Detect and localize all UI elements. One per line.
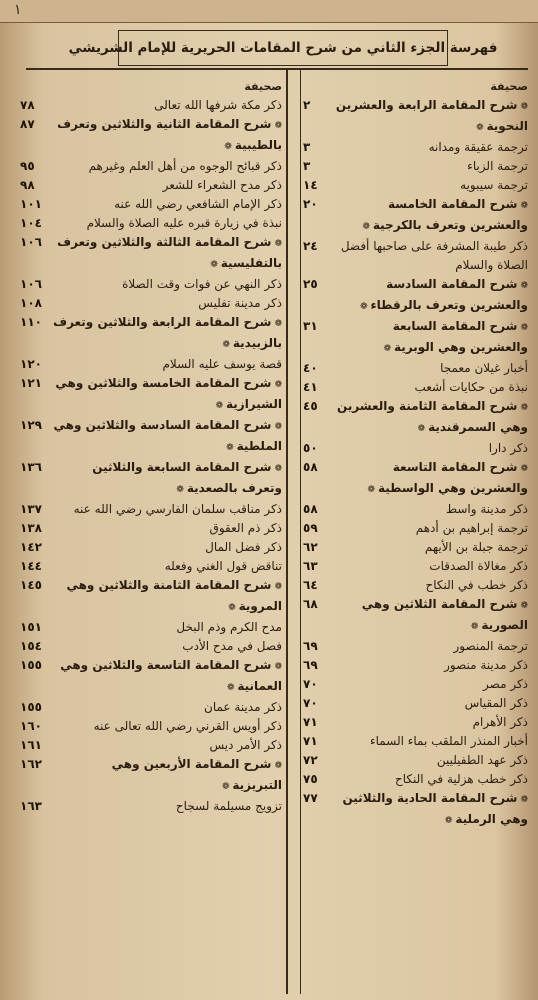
index-entry — [303, 751, 528, 770]
entry-title: ذكر فضل المال — [205, 540, 282, 554]
entry-page-number: ٣ — [303, 140, 311, 154]
entry-title: ❁ شرح المقامة السادسة والعشرين وتعرف بالرقطاء ❁ — [335, 275, 528, 317]
entry-title: ذكر الأهرام — [472, 715, 528, 729]
index-entry — [303, 157, 528, 176]
entry-page-number: ١٢٩ — [20, 418, 42, 432]
entry-title: ذكر خطب في النكاح — [425, 578, 528, 592]
entry-page-number: ٥٨ — [303, 460, 318, 474]
index-entry — [303, 713, 528, 732]
entry-title: ذكر النهي عن فوات وقت الصلاة — [122, 277, 282, 291]
index-entry — [303, 694, 528, 713]
entry-page-number: ٣ — [303, 159, 311, 173]
entry-page-number: ٢٠ — [303, 197, 318, 211]
index-entry — [303, 576, 528, 595]
column-header-right: صحيفة — [490, 80, 528, 93]
index-section-entry — [303, 789, 528, 831]
entry-title: ❁ شرح المقامة الحادية والثلاثين وهي الرملية ❁ — [335, 789, 528, 831]
index-entry — [20, 519, 282, 538]
index-entry — [303, 519, 528, 538]
entry-page-number: ١٠١ — [20, 197, 42, 211]
page-title: فهرسة الجزء الثاني من شرح المقامات الحريرية للإمام الشريشي — [118, 30, 448, 66]
index-entry — [303, 439, 528, 458]
entry-page-number: ٢٥ — [303, 277, 318, 291]
entry-page-number: ١٠٦ — [20, 235, 42, 249]
index-section-entry — [303, 595, 528, 637]
index-entry — [303, 538, 528, 557]
index-section-entry — [20, 576, 282, 618]
entry-page-number: ١٣٨ — [20, 521, 42, 535]
entry-page-number: ٦٩ — [303, 658, 318, 672]
entry-page-number: ١٢١ — [20, 376, 42, 390]
index-entry — [20, 176, 282, 195]
index-section-entry — [20, 115, 282, 157]
index-entry — [303, 732, 528, 751]
entry-page-number: ١٥١ — [20, 620, 42, 634]
entry-list-right — [303, 96, 528, 831]
entry-page-number: ٦٢ — [303, 540, 318, 554]
entry-title: ترجمة الزباء — [467, 159, 528, 173]
entry-title: ❁ شرح المقامة التاسعة والثلاثين وهي العمانية ❁ — [52, 656, 282, 698]
entry-page-number: ٧٨ — [20, 98, 35, 112]
entry-page-number: ١٣٧ — [20, 502, 42, 516]
index-section-entry — [20, 416, 282, 458]
entry-title: ذكر قبائح الوجوه من أهل العلم وغيرهم — [88, 159, 282, 173]
entry-title: نبذة من حكايات أشعب — [414, 380, 528, 394]
index-entry — [303, 656, 528, 675]
index-section-entry — [20, 233, 282, 275]
entry-title: ❁ شرح المقامة الثامنة والعشرين وهي السمرقندية ❁ — [335, 397, 528, 439]
entry-page-number: ٤٥ — [303, 399, 318, 413]
entry-page-number: ٧٠ — [303, 677, 318, 691]
entry-page-number: ١٣٦ — [20, 460, 42, 474]
entry-title: فصل في مدح الأدب — [182, 639, 282, 653]
entry-page-number: ٦٣ — [303, 559, 318, 573]
entry-title: ذكر عهد الطفيليين — [436, 753, 528, 767]
entry-title: ذكر ذم العقوق — [209, 521, 282, 535]
entry-page-number: ١٤٢ — [20, 540, 42, 554]
page-corner-number: ١ — [14, 2, 22, 18]
entry-title: ❁ شرح المقامة التاسعة والعشرين وهي الواسطية ❁ — [335, 458, 528, 500]
entry-title: ذكر مغالاة الصدقات — [429, 559, 528, 573]
index-entry — [303, 675, 528, 694]
entry-page-number: ١٦٢ — [20, 757, 42, 771]
entry-page-number: ٤٠ — [303, 361, 318, 375]
index-entry — [20, 717, 282, 736]
entry-title: ترجمة عقيقة ومدانه — [428, 140, 528, 154]
index-section-entry — [303, 275, 528, 317]
entry-page-number: ٣١ — [303, 319, 318, 333]
index-column-right — [303, 78, 528, 831]
entry-title: ذكر مدينة منصور — [444, 658, 528, 672]
entry-page-number: ٤١ — [303, 380, 318, 394]
index-section-entry — [20, 656, 282, 698]
entry-page-number: ٧١ — [303, 715, 318, 729]
entry-title: ذكر خطب هزلية في النكاح — [394, 772, 528, 786]
index-entry — [20, 96, 282, 115]
entry-page-number: ١٠٤ — [20, 216, 42, 230]
entry-page-number: ٦٤ — [303, 578, 318, 592]
entry-page-number: ١٦١ — [20, 738, 42, 752]
entry-title: ذكر مصر — [483, 677, 528, 691]
entry-title: ❁ شرح المقامة السادسة والثلاثين وهي الملطية ❁ — [52, 416, 282, 458]
index-section-entry — [303, 458, 528, 500]
index-entry — [20, 557, 282, 576]
entry-page-number: ٥٠ — [303, 441, 318, 455]
entry-page-number: ٦٨ — [303, 597, 318, 611]
entry-page-number: ١٤٤ — [20, 559, 42, 573]
entry-list-left — [20, 96, 282, 816]
index-entry — [303, 378, 528, 397]
entry-title: ذكر دارا — [488, 441, 528, 455]
index-entry — [20, 195, 282, 214]
entry-page-number: ١٥٥ — [20, 658, 42, 672]
entry-page-number: ١٦٠ — [20, 719, 42, 733]
index-section-entry — [20, 755, 282, 797]
index-entry — [303, 237, 528, 275]
entry-title: ❁ شرح المقامة الخامسة والعشرين وتعرف بالكرجية ❁ — [335, 195, 528, 237]
entry-page-number: ١٥٥ — [20, 700, 42, 714]
entry-title: ❁ شرح المقامة الثالثة والثلاثين وتعرف بالتفليسية ❁ — [52, 233, 282, 275]
index-section-entry — [20, 313, 282, 355]
entry-title: ذكر المقياس — [464, 696, 528, 710]
entry-title: ذكر مدينة واسط — [445, 502, 528, 516]
entry-title: ❁ شرح المقامة الخامسة والثلاثين وهي الشيرازية ❁ — [52, 374, 282, 416]
entry-page-number: ٥٨ — [303, 502, 318, 516]
entry-page-number: ٧٧ — [303, 791, 318, 805]
entry-title: ذكر الإمام الشافعي رضي الله عنه — [114, 197, 282, 211]
entry-title: نبذة في زيارة قبره عليه الصلاة والسلام — [86, 216, 282, 230]
entry-page-number: ١٢٠ — [20, 357, 42, 371]
entry-page-number: ١٤ — [303, 178, 318, 192]
index-entry — [20, 157, 282, 176]
index-entry — [303, 637, 528, 656]
entry-title: ❁ شرح المقامة الرابعة والثلاثين وتعرف بالزبيدية ❁ — [52, 313, 282, 355]
entry-title: قصة يوسف عليه السلام — [162, 357, 282, 371]
entry-page-number: ٧١ — [303, 734, 318, 748]
entry-title: تزويج مسيلمة لسجاح — [175, 799, 282, 813]
entry-page-number: ١٥٤ — [20, 639, 42, 653]
entry-page-number: ٧٥ — [303, 772, 318, 786]
entry-page-number: ٢٤ — [303, 239, 318, 253]
index-entry — [20, 275, 282, 294]
index-section-entry — [20, 458, 282, 500]
entry-title: ترجمة إبراهيم بن أدهم — [415, 521, 528, 535]
index-entry — [303, 557, 528, 576]
index-entry — [303, 176, 528, 195]
entry-title: ذكر أويس القرني رضي الله تعالى عنه — [93, 719, 282, 733]
entry-title: أخبار غيلان معمجا — [440, 361, 528, 375]
column-header-left: صحيفة — [244, 80, 282, 93]
index-section-entry — [303, 96, 528, 138]
index-section-entry — [303, 317, 528, 359]
entry-title: ذكر طيبة المشرفة على صاحبها أفضل الصلاة والسلام — [340, 239, 528, 272]
index-entry — [20, 294, 282, 313]
entry-page-number: ٢ — [303, 98, 311, 112]
entry-page-number: ٩٨ — [20, 178, 35, 192]
entry-title: ذكر مكة شرفها الله تعالى — [154, 98, 282, 112]
index-entry — [20, 736, 282, 755]
index-entry — [303, 500, 528, 519]
entry-title: ترجمة سيبويه — [460, 178, 528, 192]
entry-title: ذكر مدينة تفليس — [198, 296, 282, 310]
page-edge — [0, 0, 538, 23]
entry-page-number: ١٠٨ — [20, 296, 42, 310]
entry-title: ذكر مدينة عمان — [204, 700, 282, 714]
entry-title: ❁ شرح المقامة الثانية والثلاثين وتعرف بالطيبية ❁ — [52, 115, 282, 157]
entry-title: ترجمة المنصور — [453, 639, 528, 653]
entry-title: مدح الكرم وذم البخل — [176, 620, 282, 634]
index-entry — [303, 138, 528, 157]
entry-title: ❁ شرح المقامة الرابعة والعشرين النحوية ❁ — [335, 96, 528, 138]
entry-page-number: ١١٠ — [20, 315, 42, 329]
entry-title: ذكر مدح الشعراء للشعر — [162, 178, 282, 192]
entry-page-number: ٧٠ — [303, 696, 318, 710]
entry-page-number: ٩٥ — [20, 159, 35, 173]
entry-title: ترجمة جبلة بن الأيهم — [424, 540, 528, 554]
entry-title: ❁ شرح المقامة الثامنة والثلاثين وهي المروية ❁ — [52, 576, 282, 618]
index-entry — [303, 770, 528, 789]
column-divider-inner — [300, 70, 301, 994]
index-entry — [20, 637, 282, 656]
entry-title: ذكر مناقب سلمان الفارسي رضي الله عنه — [73, 502, 282, 516]
index-entry — [20, 538, 282, 557]
entry-title: تناقض قول الغني وفعله — [164, 559, 282, 573]
entry-title: ❁ شرح المقامة السابعة والعشرين وهي الوبرية ❁ — [335, 317, 528, 359]
index-entry — [20, 500, 282, 519]
entry-title: ذكر الأمر ديس — [209, 738, 282, 752]
index-entry — [20, 618, 282, 637]
entry-title: أخبار المنذر الملقب بماء السماء — [370, 734, 528, 748]
entry-page-number: ١٦٣ — [20, 799, 42, 813]
entry-page-number: ٨٧ — [20, 117, 35, 131]
entry-page-number: ٧٢ — [303, 753, 318, 767]
index-entry — [20, 698, 282, 717]
index-section-entry — [303, 195, 528, 237]
column-divider — [286, 70, 288, 994]
entry-page-number: ٥٩ — [303, 521, 318, 535]
index-section-entry — [20, 374, 282, 416]
entry-title: ❁ شرح المقامة الثلاثين وهي الصورية ❁ — [335, 595, 528, 637]
index-entry — [20, 797, 282, 816]
entry-title: ❁ شرح المقامة الأربعين وهي التبريزية ❁ — [52, 755, 282, 797]
index-entry — [20, 355, 282, 374]
index-section-entry — [303, 397, 528, 439]
index-column-left — [20, 78, 282, 816]
entry-page-number: ١٠٦ — [20, 277, 42, 291]
index-entry — [20, 214, 282, 233]
entry-page-number: ٦٩ — [303, 639, 318, 653]
index-entry — [303, 359, 528, 378]
entry-title: ❁ شرح المقامة السابعة والثلاثين وتعرف بالصعدية ❁ — [52, 458, 282, 500]
entry-page-number: ١٤٥ — [20, 578, 42, 592]
